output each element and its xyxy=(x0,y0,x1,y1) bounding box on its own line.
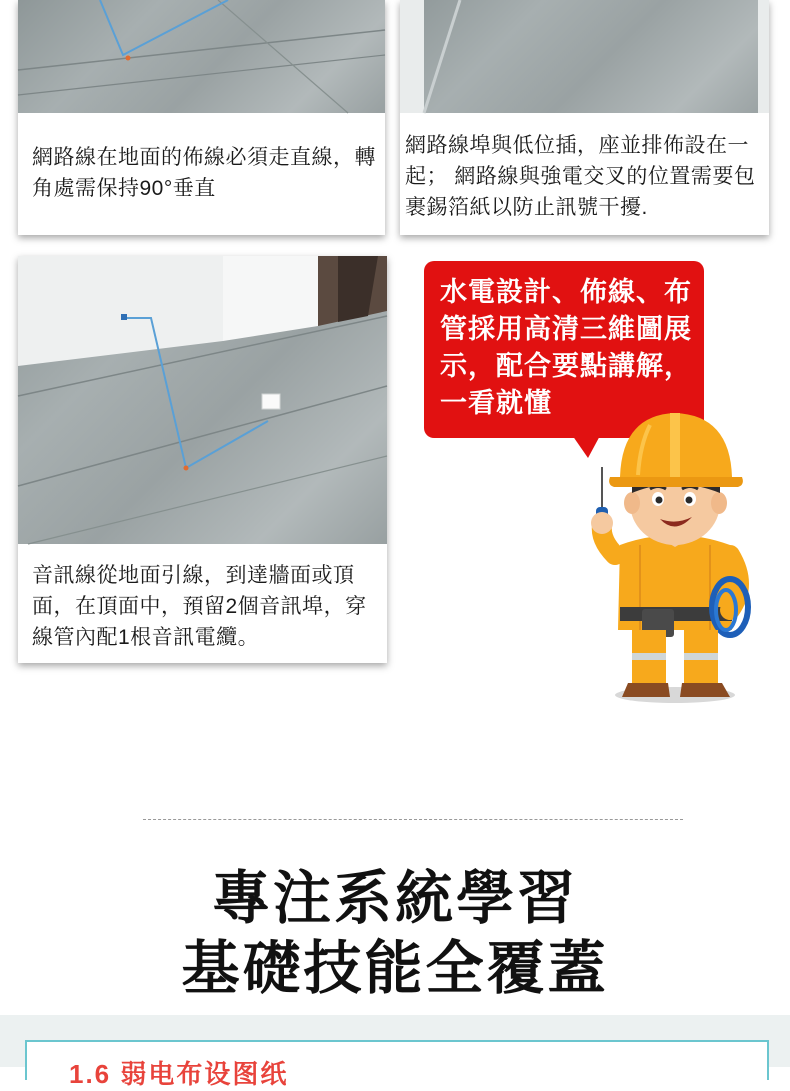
card-caption: 音訊線從地面引線，到達牆面或頂面，在頂面中，預留2個音訊埠，穿線管內配1根音訊電纜。 xyxy=(32,564,367,649)
speech-bubble-text: 水電設計、佈線、布管採用高清三維圖展示，配合要點講解，一看就懂 xyxy=(440,277,692,418)
next-section-card xyxy=(25,1040,769,1089)
photo-card-network-floor xyxy=(18,0,385,235)
section-divider xyxy=(143,819,683,820)
headline-line-2: 基礎技能全覆蓋 xyxy=(181,936,609,1001)
photo-card-audio-wiring xyxy=(18,256,387,663)
room-wiring-render xyxy=(18,256,387,544)
construction-worker-illustration xyxy=(580,395,760,710)
next-section-title: 1.6 弱电布设图纸 xyxy=(69,1059,289,1089)
card-caption: 網路線埠與低位插，座並排佈設在一起； 網路線與強電交叉的位置需要包裹錫箔紙以防止訊號干擾. xyxy=(405,134,756,219)
card-caption: 網路線在地面的佈線必須走直線，轉角處需保持90°垂直 xyxy=(32,146,376,200)
photo-card-network-socket xyxy=(400,0,769,235)
headline-line-1: 專注系統學習 xyxy=(211,866,578,931)
wall-floor-render xyxy=(400,0,769,113)
floor-wiring-render xyxy=(18,0,385,113)
